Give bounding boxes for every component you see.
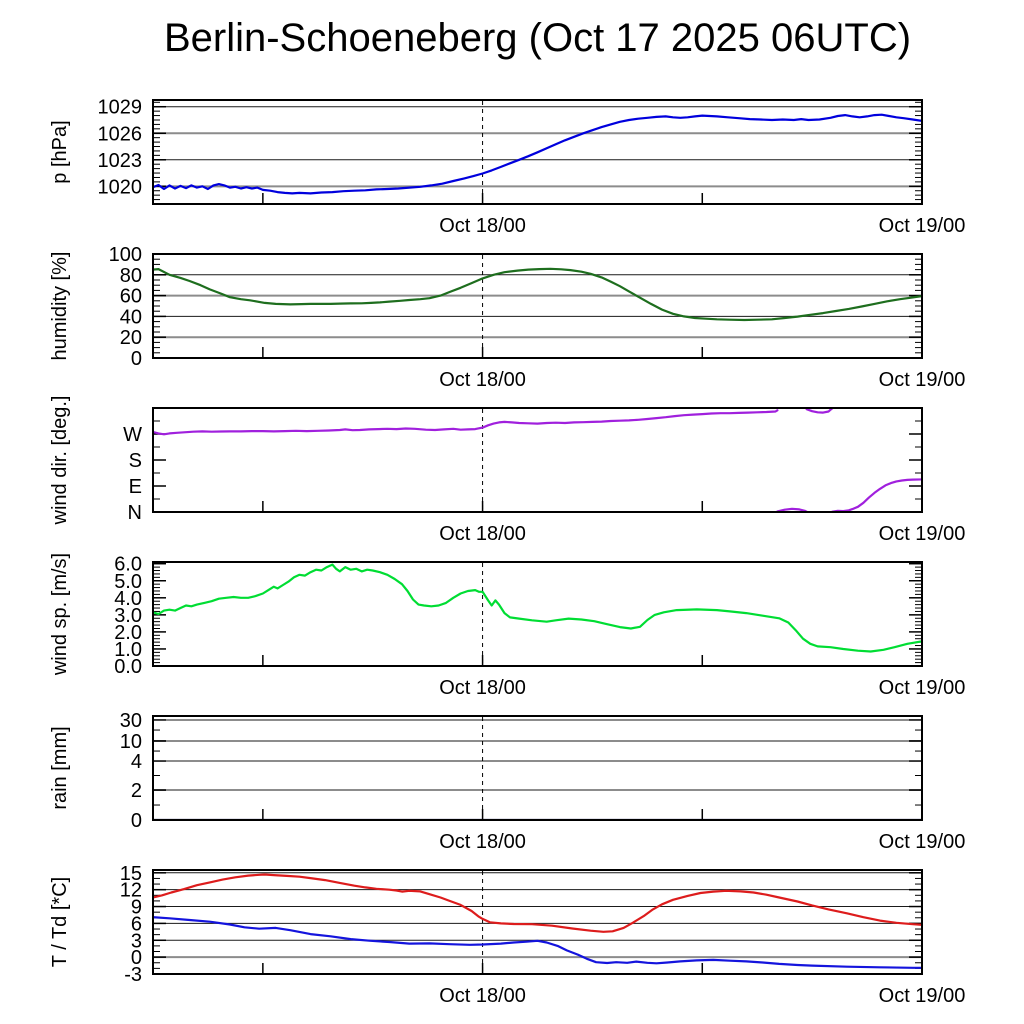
y-tick-label: 6.0 — [114, 553, 142, 576]
x-tick-label: Oct 19/00 — [878, 369, 966, 391]
y-tick-label: 3.0 — [114, 604, 142, 627]
ylabel-wind-speed: wind sp. [m/s] — [49, 552, 71, 676]
y-tick-label: 2 — [130, 780, 142, 803]
y-tick-label: 1020 — [97, 176, 142, 199]
x-tick-label: Oct 18/00 — [439, 215, 526, 237]
panel-wind-direction — [49, 396, 965, 545]
ylabel-humidity: humidity [%] — [49, 251, 71, 361]
y-tick-label: 4 — [130, 751, 142, 774]
y-tick-label: N — [127, 502, 142, 524]
ylabel-wind-direction: wind dir. [deg.] — [49, 395, 71, 525]
y-tick-label: S — [128, 450, 142, 472]
wind-direction-series — [153, 408, 922, 511]
x-tick-label: Oct 18/00 — [439, 831, 526, 853]
y-tick-label: 3 — [130, 930, 142, 953]
ylabel-temperature: T / Td [*C] — [49, 876, 71, 968]
panel-rain — [49, 710, 965, 853]
y-tick-label: 1023 — [97, 149, 142, 172]
y-tick-label: 40 — [119, 306, 142, 329]
y-tick-label: 20 — [119, 327, 142, 350]
x-tick-label: Oct 19/00 — [878, 831, 966, 853]
y-tick-label: 0 — [130, 348, 142, 370]
wind-direction-curve — [832, 479, 922, 511]
ylabel-rain: rain [mm] — [49, 726, 71, 810]
y-tick-label: 1026 — [97, 123, 142, 146]
x-tick-label: Oct 18/00 — [439, 523, 526, 545]
ylabel-pressure: p [hPa] — [49, 120, 71, 184]
panel-frame — [153, 716, 922, 820]
y-tick-label: 4.0 — [114, 587, 142, 610]
y-tick-label: 5.0 — [114, 570, 142, 593]
y-tick-label: W — [123, 424, 142, 446]
humidity-series — [153, 269, 922, 320]
y-tick-label: E — [128, 476, 142, 498]
pressure-curve — [153, 115, 922, 194]
x-tick-label: Oct 18/00 — [439, 985, 526, 1007]
x-tick-label: Oct 19/00 — [878, 215, 966, 237]
y-tick-label: 0 — [130, 810, 142, 832]
y-tick-label: -3 — [124, 964, 142, 986]
temperature-series — [153, 875, 922, 968]
x-tick-label: Oct 19/00 — [878, 677, 966, 699]
y-tick-label: 9 — [130, 896, 142, 919]
y-tick-label: 2.0 — [114, 621, 142, 644]
y-tick-label: 10 — [119, 730, 142, 753]
y-tick-label: 0 — [130, 947, 142, 970]
x-tick-label: Oct 18/00 — [439, 677, 526, 699]
panel-wind-speed — [49, 553, 965, 699]
wind-direction-curve — [153, 410, 777, 434]
y-tick-label: 30 — [119, 709, 142, 732]
y-tick-label: 0.0 — [114, 656, 142, 678]
y-tick-label: 12 — [119, 879, 142, 902]
wind-speed-curve — [153, 565, 922, 652]
y-tick-label: 100 — [108, 244, 142, 266]
x-tick-label: Oct 18/00 — [439, 369, 526, 391]
chart-title: Berlin-Schoeneberg (Oct 17 2025 06UTC) — [163, 16, 912, 60]
y-tick-label: 15 — [119, 862, 142, 885]
y-tick-label: 1029 — [97, 96, 142, 119]
panel-frame — [153, 870, 922, 974]
y-tick-label: 1.0 — [114, 638, 142, 661]
wind-speed-series — [153, 565, 922, 652]
y-tick-label: 60 — [119, 285, 142, 308]
panel-temperature — [49, 863, 965, 1007]
panel-frame — [153, 562, 922, 666]
y-tick-label: 6 — [130, 913, 142, 936]
panel-humidity — [49, 244, 965, 391]
x-tick-label: Oct 19/00 — [878, 985, 966, 1007]
x-tick-label: Oct 19/00 — [878, 523, 966, 545]
pressure-series — [153, 115, 922, 194]
panel-pressure — [49, 97, 965, 237]
y-tick-label: 80 — [119, 264, 142, 287]
humidity-curve — [153, 269, 922, 320]
